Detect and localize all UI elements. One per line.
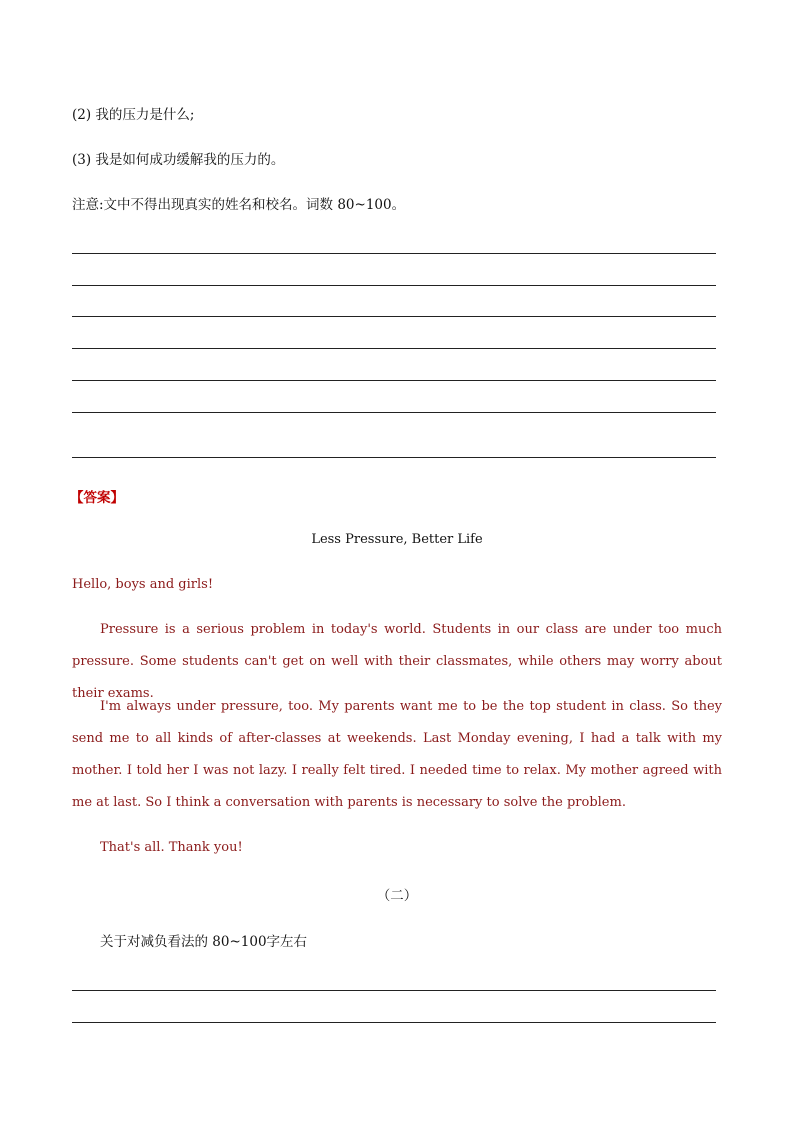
answer-line — [72, 285, 716, 286]
answer-line — [72, 412, 716, 413]
answer-line — [72, 316, 716, 317]
essay-closing: That's all. Thank you! — [100, 840, 243, 855]
answer-line — [72, 457, 716, 458]
answer-line — [72, 1022, 716, 1023]
answer-label: 【答案】 — [70, 490, 124, 506]
answer-line — [72, 990, 716, 991]
essay-paragraph-1: Pressure is a serious problem in today's world. Students in our class are under too much pressure. Some students can't get on well with their classmates, while others may worry about their exams. — [72, 622, 722, 701]
essay-title: Less Pressure, Better Life — [311, 532, 483, 547]
answer-line — [72, 253, 716, 254]
essay-paragraph-2: I'm always under pressure, too. My parents want me to be the top student in class. So they send me to all kinds of after-classes at weekends. Last Monday evening, I had a talk with my mother. I told her I was not lazy. I really felt tired. I needed time to relax. My mother agreed with me at last. So I think a conversation with parents is necessary to solve the problem. — [72, 699, 722, 810]
answer-line — [72, 380, 716, 381]
section-prompt: 关于对减负看法的 80~100字左右 — [100, 934, 308, 950]
question-3: (3) 我是如何成功缓解我的压力的。 — [72, 152, 285, 168]
answer-line — [72, 348, 716, 349]
essay-greeting: Hello, boys and girls! — [72, 577, 214, 592]
question-note: 注意:文中不得出现真实的姓名和校名。词数 80~100。 — [72, 197, 406, 213]
section-heading: （二） — [376, 888, 418, 904]
question-2: (2) 我的压力是什么; — [72, 107, 195, 123]
